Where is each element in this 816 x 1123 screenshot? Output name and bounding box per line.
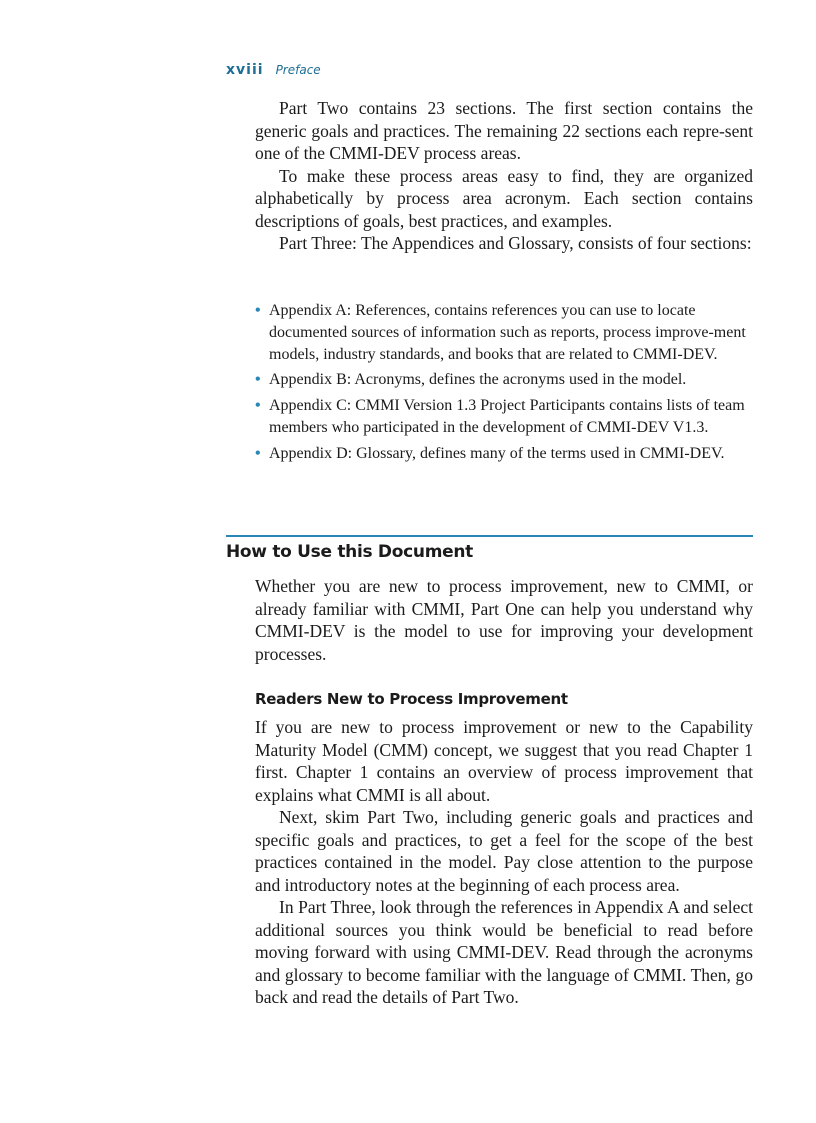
- paragraph: If you are new to process improvement or new to the Capability Maturity Model (CMM) concept, we suggest that you read Chapter 1 first. Chapter 1 contains an overview of process improvement that explains what CMMI is all about.: [255, 717, 753, 805]
- appendix-list: [255, 300, 753, 469]
- paragraph: Part Three: The Appendices and Glossary, consists of four sections:: [279, 233, 752, 253]
- list-item-text: Appendix C: CMMI Version 1.3 Project Participants contains lists of team members who participated in the development of CMMI-DEV V1.3.: [269, 397, 745, 436]
- paragraph: In Part Three, look through the references in Appendix A and select additional sources you think would be beneficial to read before moving forward with using CMMI-DEV. Read through the acronyms and glossary to become familiar with the language of CMMI. Then, go back and read the details of Part Two.: [255, 897, 753, 1007]
- intro-text: [255, 97, 753, 255]
- paragraph: Whether you are new to process improvement, new to CMMI, or already familiar with CMMI, Part One can help you understand why CMMI-DEV is the model to use for improving your development processes.: [255, 576, 753, 664]
- running-title: Preface: [275, 63, 321, 77]
- list-item: [255, 300, 753, 365]
- paragraph: Next, skim Part Two, including generic goals and practices and specific goals and practices, to get a feel for the scope of the best practices contained in the model. Pay close attention to the purpose and introductory notes at the beginning of each process area.: [255, 807, 753, 895]
- paragraph: Part Two contains 23 sections. The first section contains the generic goals and practices. The remaining 22 sections each repre-sent one of the CMMI-DEV process areas.: [255, 98, 753, 163]
- bullet-icon: •: [255, 371, 261, 389]
- list-item-text: Appendix D: Glossary, defines many of the terms used in CMMI-DEV.: [269, 444, 725, 462]
- paragraph: To make these process areas easy to find, they are organized alphabetically by process area acronym. Each section contains descriptions of goals, best practices, and examples.: [255, 165, 753, 231]
- bullet-icon: •: [255, 397, 261, 415]
- list-item-text: Appendix A: References, contains references you can use to locate documented sources of information such as reports, process improve-ment models, industry standards, and books that are related to CMMI-DEV.: [269, 302, 746, 363]
- running-head: [226, 61, 321, 81]
- list-item-text: Appendix B: Acronyms, defines the acronyms used in the model.: [269, 371, 687, 389]
- subsection-heading: Readers New to Process Improvement: [255, 690, 568, 708]
- section-text: [255, 575, 753, 665]
- list-item: [255, 369, 753, 391]
- section-heading: How to Use this Document: [226, 542, 473, 562]
- subsection-text: [255, 716, 753, 1009]
- section-divider: [226, 535, 753, 537]
- bullet-icon: •: [255, 302, 261, 319]
- page-number: xviii: [226, 62, 264, 78]
- list-item: [255, 443, 753, 465]
- list-item: [255, 395, 753, 439]
- bullet-icon: •: [255, 444, 261, 462]
